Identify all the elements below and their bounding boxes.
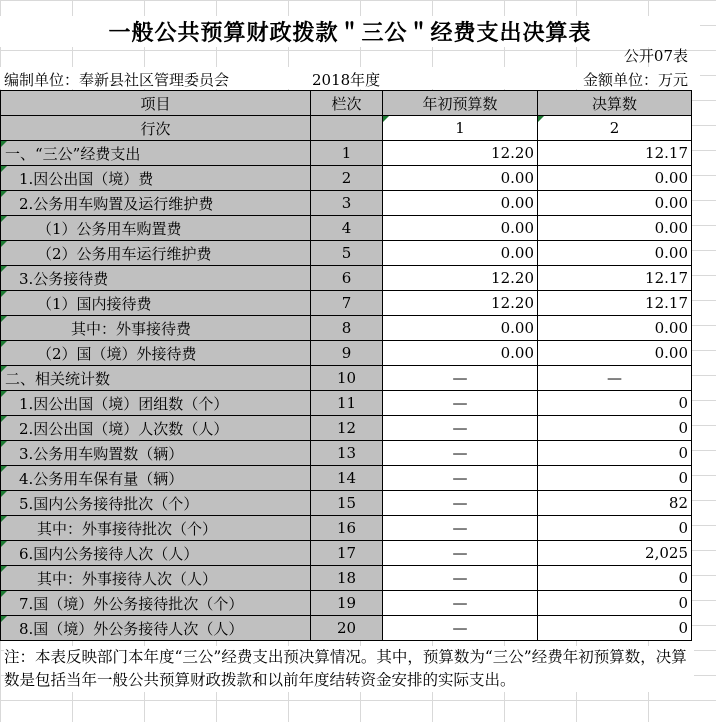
row-number: 20 bbox=[311, 616, 383, 641]
row-budget: — bbox=[383, 391, 538, 416]
header-item: 项目 bbox=[1, 91, 311, 116]
row-label: （2）国（境）外接待费 bbox=[1, 341, 311, 366]
row-actual: — bbox=[538, 366, 692, 391]
row-number: 11 bbox=[311, 391, 383, 416]
row-label: 3.公务接待费 bbox=[1, 266, 311, 291]
table-row bbox=[1, 591, 692, 616]
row-budget: 12.20 bbox=[383, 291, 538, 316]
row-number: 5 bbox=[311, 241, 383, 266]
unit-info-row bbox=[0, 67, 700, 89]
row-actual: 0 bbox=[538, 516, 692, 541]
row-number: 12 bbox=[311, 416, 383, 441]
header-budget: 年初预算数 bbox=[383, 91, 538, 116]
row-label: 3.公务用车购置数（辆） bbox=[1, 441, 311, 466]
row-actual: 0.00 bbox=[538, 341, 692, 366]
report-title: 一般公共预算财政拨款＂三公＂经费支出决算表 bbox=[0, 16, 700, 47]
table-row bbox=[1, 341, 692, 366]
row-actual: 0 bbox=[538, 591, 692, 616]
row-number: 15 bbox=[311, 491, 383, 516]
row-number: 10 bbox=[311, 366, 383, 391]
row-actual: 12.17 bbox=[538, 291, 692, 316]
subheader-budget: 1 bbox=[383, 116, 538, 141]
table-row bbox=[1, 216, 692, 241]
row-number: 14 bbox=[311, 466, 383, 491]
table-row bbox=[1, 141, 692, 166]
subheader-row bbox=[1, 116, 692, 141]
row-budget: 12.20 bbox=[383, 266, 538, 291]
form-number: 公开07表 bbox=[623, 47, 688, 65]
row-number: 13 bbox=[311, 441, 383, 466]
table-row bbox=[1, 541, 692, 566]
table-row bbox=[1, 616, 692, 641]
row-budget: 0.00 bbox=[383, 216, 538, 241]
row-budget: — bbox=[383, 541, 538, 566]
subheader-item: 行次 bbox=[1, 116, 311, 141]
row-label: 其中：外事接待费 bbox=[1, 316, 311, 341]
row-label: 其中：外事接待人次（人） bbox=[1, 566, 311, 591]
header-actual: 决算数 bbox=[538, 91, 692, 116]
table-row bbox=[1, 391, 692, 416]
header-col-no: 栏次 bbox=[311, 91, 383, 116]
row-number: 7 bbox=[311, 291, 383, 316]
row-number: 3 bbox=[311, 191, 383, 216]
table-row bbox=[1, 191, 692, 216]
row-number: 1 bbox=[311, 141, 383, 166]
row-label: 二、相关统计数 bbox=[1, 366, 311, 391]
table-row bbox=[1, 516, 692, 541]
row-budget: — bbox=[383, 616, 538, 641]
table-row bbox=[1, 566, 692, 591]
row-budget: 0.00 bbox=[383, 241, 538, 266]
table-row bbox=[1, 166, 692, 191]
row-label: 8.国（境）外公务接待人次（人） bbox=[1, 616, 311, 641]
row-budget: 0.00 bbox=[383, 341, 538, 366]
row-budget: — bbox=[383, 366, 538, 391]
row-number: 4 bbox=[311, 216, 383, 241]
footnote: 注：本表反映部门本年度“三公”经费支出预决算情况。其中，预算数为“三公”经费年初预算数，决算数是包括当年一般公共预算财政拨款和以前年度结转资金安排的实际支出。 bbox=[4, 646, 694, 692]
row-actual: 82 bbox=[538, 491, 692, 516]
row-number: 2 bbox=[311, 166, 383, 191]
subheader-col-no bbox=[311, 116, 383, 141]
row-label: 7.国（境）外公务接待批次（个） bbox=[1, 591, 311, 616]
row-budget: — bbox=[383, 516, 538, 541]
row-budget: 0.00 bbox=[383, 166, 538, 191]
row-number: 16 bbox=[311, 516, 383, 541]
row-budget: — bbox=[383, 566, 538, 591]
row-actual: 0.00 bbox=[538, 191, 692, 216]
row-actual: 12.17 bbox=[538, 266, 692, 291]
row-actual: 0.00 bbox=[538, 216, 692, 241]
row-label: 2.公务用车购置及运行维护费 bbox=[1, 191, 311, 216]
table-row bbox=[1, 441, 692, 466]
subheader-actual: 2 bbox=[538, 116, 692, 141]
row-number: 9 bbox=[311, 341, 383, 366]
row-actual: 0.00 bbox=[538, 316, 692, 341]
row-number: 6 bbox=[311, 266, 383, 291]
fiscal-year: 2018年度 bbox=[312, 71, 381, 89]
row-budget: — bbox=[383, 441, 538, 466]
table-row bbox=[1, 366, 692, 391]
row-label: 一、“三公”经费支出 bbox=[1, 141, 311, 166]
row-label: 其中：外事接待批次（个） bbox=[1, 516, 311, 541]
row-label: 4.公务用车保有量（辆） bbox=[1, 466, 311, 491]
row-actual: 0 bbox=[538, 391, 692, 416]
row-actual: 0 bbox=[538, 616, 692, 641]
table-row bbox=[1, 266, 692, 291]
table-row bbox=[1, 466, 692, 491]
row-label: 6.国内公务接待人次（人） bbox=[1, 541, 311, 566]
table-row bbox=[1, 316, 692, 341]
table-row bbox=[1, 241, 692, 266]
row-budget: — bbox=[383, 491, 538, 516]
row-label: 5.国内公务接待批次（个） bbox=[1, 491, 311, 516]
row-budget: — bbox=[383, 591, 538, 616]
org-name: 编制单位：奉新县社区管理委员会 bbox=[4, 71, 230, 89]
currency-unit: 金额单位：万元 bbox=[582, 71, 688, 89]
row-label: 2.因公出国（境）人次数（人） bbox=[1, 416, 311, 441]
row-actual: 2,025 bbox=[538, 541, 692, 566]
row-actual: 0.00 bbox=[538, 166, 692, 191]
row-budget: 12.20 bbox=[383, 141, 538, 166]
row-label: 1.因公出国（境）团组数（个） bbox=[1, 391, 311, 416]
row-actual: 0.00 bbox=[538, 241, 692, 266]
row-label: 1.因公出国（境）费 bbox=[1, 166, 311, 191]
row-number: 19 bbox=[311, 591, 383, 616]
row-budget: — bbox=[383, 416, 538, 441]
row-number: 8 bbox=[311, 316, 383, 341]
row-actual: 0 bbox=[538, 466, 692, 491]
row-number: 17 bbox=[311, 541, 383, 566]
row-label: （2）公务用车运行维护费 bbox=[1, 241, 311, 266]
table-row bbox=[1, 416, 692, 441]
row-budget: 0.00 bbox=[383, 191, 538, 216]
row-number: 18 bbox=[311, 566, 383, 591]
table-row bbox=[1, 491, 692, 516]
expense-table bbox=[0, 90, 692, 641]
row-actual: 0 bbox=[538, 441, 692, 466]
header-row bbox=[1, 91, 692, 116]
row-actual: 0 bbox=[538, 416, 692, 441]
row-actual: 12.17 bbox=[538, 141, 692, 166]
row-label: （1）公务用车购置费 bbox=[1, 216, 311, 241]
row-label: （1）国内接待费 bbox=[1, 291, 311, 316]
row-actual: 0 bbox=[538, 566, 692, 591]
row-budget: 0.00 bbox=[383, 316, 538, 341]
row-budget: — bbox=[383, 466, 538, 491]
table-row bbox=[1, 291, 692, 316]
